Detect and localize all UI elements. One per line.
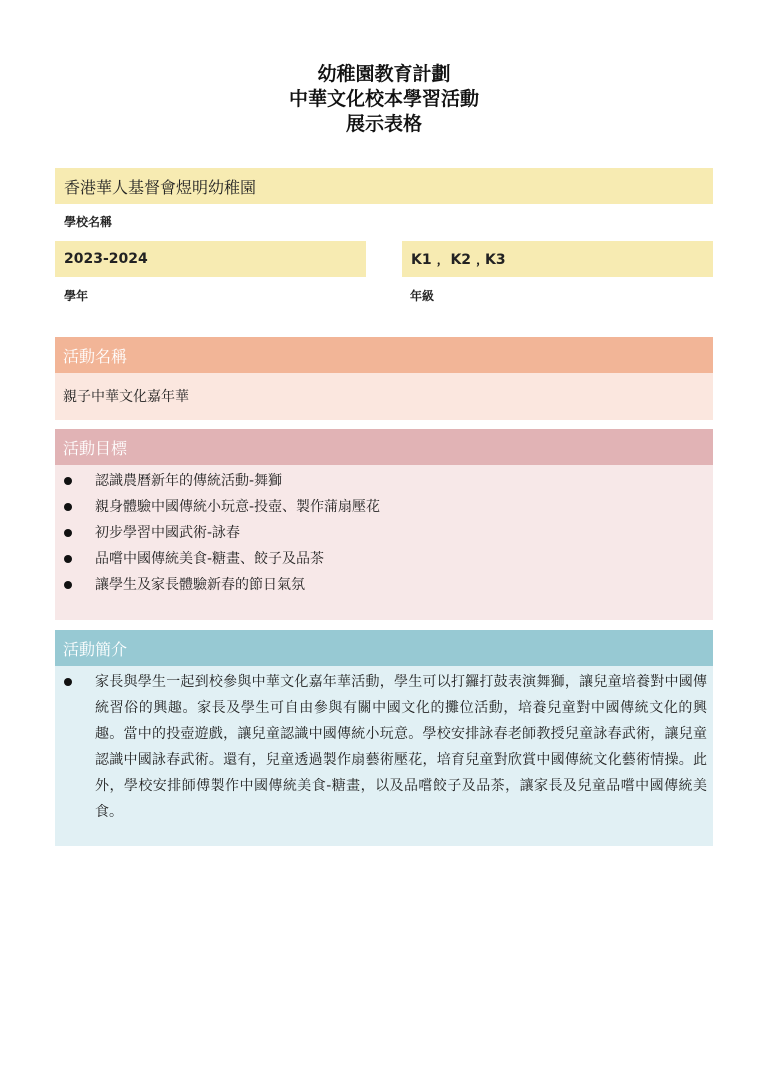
grade-field: [402, 241, 713, 277]
summary-text: 家長與學生一起到校參與中華文化嘉年華活動，學生可以打鑼打鼓表演舞獅，讓兒童培養對中國傳統習俗的興趣。家長及學生可自由參與有關中國文化的攤位活動，培養兒童對中國傳統文化的興趣。當中的投壺遊戲，讓兒童認識中國傳統小玩意。學校安排詠春老師教授兒童詠春武術，讓兒童認識中國詠春武術。還有，兒童透過製作扇藝術壓花，培育兒童對欣賞中國傳統文化藝術情操。此外，學校安排師傅製作中國傳統美食-糖畫，以及品嚐餃子及品茶，讓家長及兒童品嚐中國傳統美食。: [55, 669, 713, 825]
title-line-3: 展示表格: [345, 113, 422, 135]
objective-item: 親身體驗中國傳統小玩意-投壺、製作蒲扇壓花: [55, 494, 713, 520]
school-name-value: 香港華人基督會煜明幼稚園: [64, 177, 257, 197]
objective-item: 品嚐中國傳統美食-糖畫、餃子及品茶: [55, 546, 713, 572]
activity-name-header: [55, 337, 713, 373]
objectives-list: [55, 468, 713, 598]
title-line-1: 幼稚園教育計劃: [317, 63, 451, 85]
summary-header: [55, 630, 713, 666]
school-year-value: 2023-2024: [64, 251, 148, 267]
objectives-header: [55, 429, 713, 465]
summary-title: 活動簡介: [63, 639, 128, 659]
objective-item: 讓學生及家長體驗新春的節日氣氛: [55, 572, 713, 598]
school-name-label: 學校名稱: [64, 215, 113, 229]
school-name-field: [55, 168, 713, 204]
activity-name-title: 活動名稱: [63, 346, 128, 366]
grade-label: 年級: [410, 289, 435, 303]
activity-name-body: [55, 373, 713, 420]
objectives-body: [55, 465, 713, 620]
activity-name-value: 親子中華文化嘉年華: [63, 389, 189, 405]
objective-item: 初步學習中國武術-詠春: [55, 520, 713, 546]
document-header: [0, 62, 768, 137]
objectives-title: 活動目標: [63, 438, 128, 458]
grade-value: K1﹐ K2﹐K3: [411, 252, 506, 268]
school-year-label: 學年: [64, 289, 89, 303]
title-line-2: 中華文化校本學習活動: [288, 88, 479, 110]
school-year-field: [55, 241, 366, 277]
objective-item: 認識農曆新年的傳統活動-舞獅: [55, 468, 713, 494]
summary-body: [55, 666, 713, 846]
